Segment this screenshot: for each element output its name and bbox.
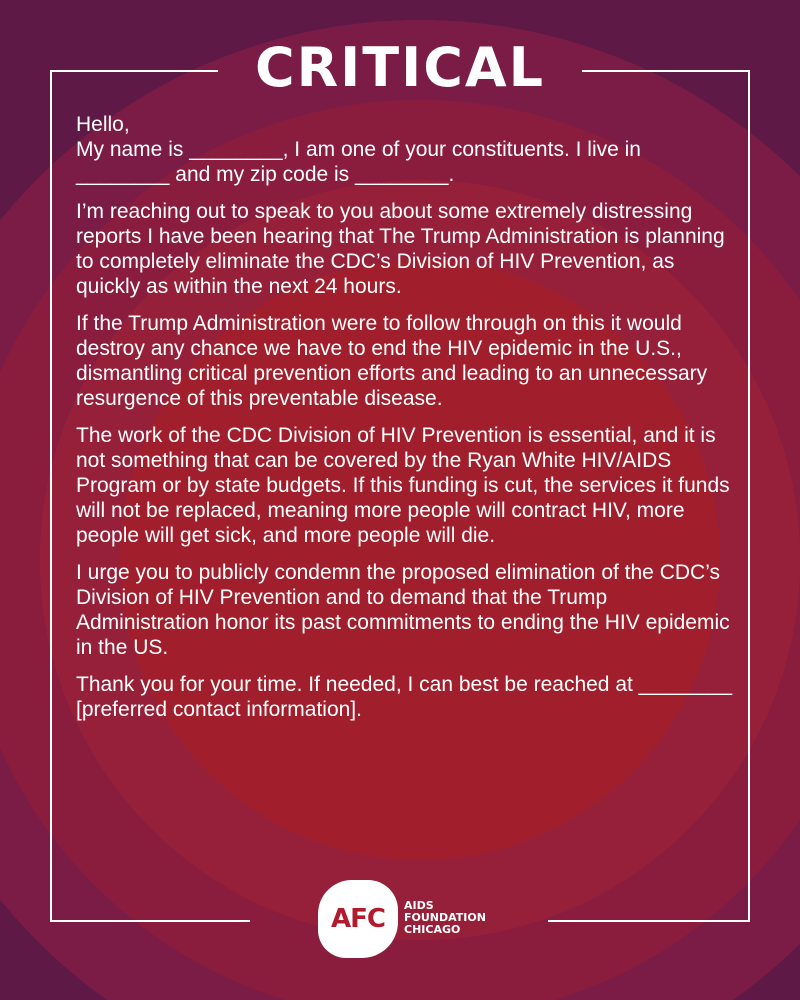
- logo-line-foundation: FOUNDATION: [404, 911, 486, 924]
- afc-logo: [318, 880, 488, 960]
- frame-border-left: [50, 70, 52, 922]
- logo-line-chicago: CHICAGO: [404, 923, 461, 936]
- letter-intro: My name is ________, I am one of your constituents. I live in ________ and my zip code is ________.: [76, 138, 641, 186]
- logo-line-aids: AIDS: [404, 899, 434, 912]
- letter-paragraph-3: The work of the CDC Division of HIV Prevention is essential, and it is not something that can be covered by the Ryan White HIV/AIDS Program or by state budgets. If this funding is cut, the services it funds will not be replaced, meaning more people will contract HIV, more people will get sick, and more people will die.: [76, 424, 730, 547]
- letter-paragraph-2: If the Trump Administration were to follow through on this it would destroy any chance we have to end the HIV epidemic in the U.S., dismantling critical prevention efforts and leading to an unnecessary resurgence of this preventable disease.: [76, 312, 708, 410]
- frame-border-bottom-right: [548, 920, 750, 922]
- afc-logo-mark-text: AFC: [331, 904, 385, 934]
- frame-border-bottom-left: [50, 920, 250, 922]
- letter-body: [76, 112, 736, 734]
- afc-logo-wordmark: [404, 900, 488, 936]
- page-title: CRITICAL: [254, 36, 546, 99]
- frame-border-top-left: [50, 70, 218, 72]
- frame-border-top-right: [582, 70, 750, 72]
- letter-greeting-and-intro: [76, 112, 736, 187]
- letter-paragraph-5: Thank you for your time. If needed, I can best be reached at ________ [preferred contact information].: [76, 673, 733, 721]
- letter-paragraph-4: I urge you to publicly condemn the proposed elimination of the CDC’s Division of HIV Prevention and to demand that the Trump Administration honor its past commitments to ending the HIV epidemic in the US.: [76, 561, 730, 659]
- frame-border-right: [748, 70, 750, 922]
- letter-greeting: Hello,: [76, 113, 130, 136]
- letter-paragraph-1: I’m reaching out to speak to you about some extremely distressing reports I have been hearing that The Trump Administration is planning to completely eliminate the CDC’s Division of HIV Prevention, as quickly as within the next 24 hours.: [76, 200, 725, 298]
